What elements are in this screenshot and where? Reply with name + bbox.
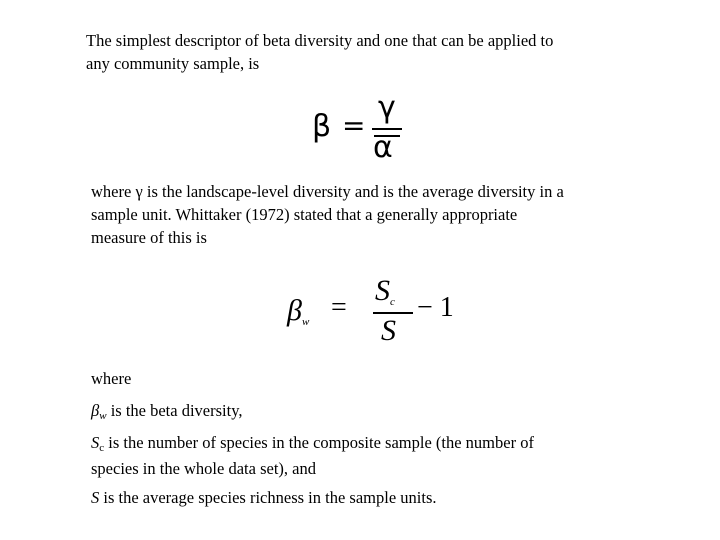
where-label: where: [91, 369, 132, 388]
s-def-text: is the average species richness in the sample units.: [99, 488, 437, 507]
beta-def-subscript: w: [99, 410, 107, 422]
sc-definition: [91, 431, 534, 480]
beta-def-text: is the beta diversity,: [106, 401, 243, 420]
beta-w-symbol: βw: [287, 294, 310, 328]
beta-equation: [310, 92, 410, 164]
explanation-where: where: [91, 182, 136, 201]
beta-def-symbol: β: [91, 401, 100, 420]
whittaker-equation: [285, 270, 465, 350]
explanation-line-3: measure of this is: [91, 228, 207, 247]
s-definition: [91, 486, 437, 509]
explanation-paragraph: [91, 180, 564, 249]
intro-paragraph: [86, 29, 553, 75]
gamma-numerator: γ: [378, 90, 396, 125]
sc-def-symbol: S: [91, 433, 100, 452]
sc-def-subscript: c: [99, 442, 105, 454]
alpha-denominator: α: [373, 130, 393, 165]
sc-def-text-1: is the number of species in the composite sample (the number of: [104, 433, 534, 452]
equals-sign: =: [342, 109, 366, 142]
explanation-line-2: sample unit. Whittaker (1972) stated that a generally appropriate: [91, 205, 518, 224]
equals-sign-2: =: [331, 292, 347, 323]
minus-one: − 1: [417, 292, 454, 323]
gamma-inline: γ: [135, 182, 143, 201]
beta-symbol: β: [312, 109, 332, 144]
s-def-symbol: S: [91, 488, 100, 507]
sc-def-text-2: species in the whole data set), and: [91, 459, 316, 478]
s-denominator: S: [381, 314, 396, 347]
intro-line-1: The simplest descriptor of beta diversity and one that can be applied to: [86, 31, 554, 50]
beta-definition: [91, 399, 243, 425]
intro-line-2: any community sample, is: [86, 54, 260, 73]
explanation-line-1: is the landscape-level diversity and is the average diversity in a: [142, 182, 564, 201]
sc-subscript: c: [390, 296, 395, 308]
definitions-where: [91, 367, 131, 390]
sc-numerator: Sc: [375, 274, 395, 308]
beta-w-subscript: w: [301, 316, 310, 328]
